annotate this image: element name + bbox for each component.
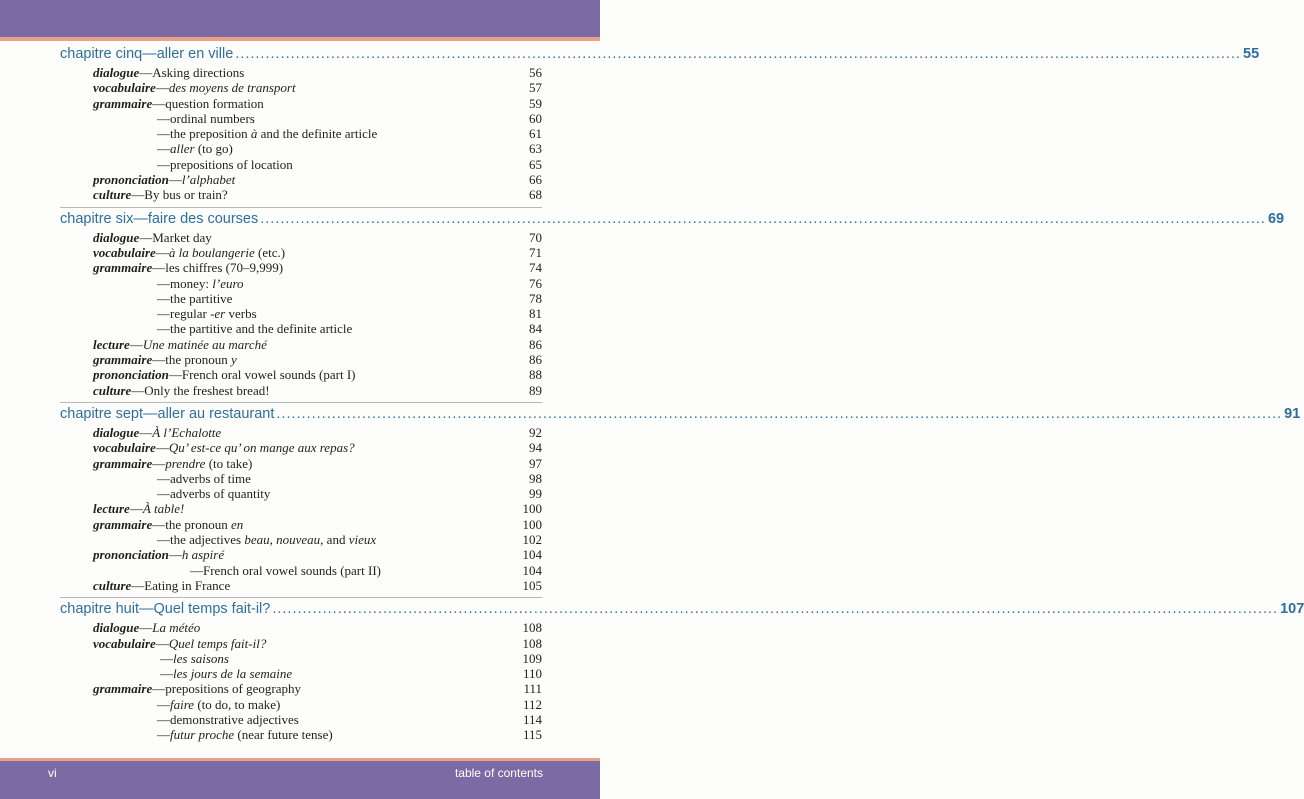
entry-text	[160, 666, 292, 681]
entry-text	[93, 681, 301, 696]
entry-page-number: 94	[529, 440, 542, 456]
entry-text-part: —adverbs of quantity	[157, 486, 271, 502]
entry-text	[93, 425, 221, 440]
entry-text	[93, 96, 264, 111]
entry-text-part: —Eating in France	[131, 577, 231, 593]
chapter-section	[60, 598, 1304, 746]
toc-entry[interactable]	[60, 187, 542, 202]
entry-page-number: 104	[522, 562, 542, 578]
table-of-contents	[60, 43, 1304, 747]
toc-entry[interactable]	[60, 425, 542, 440]
toc-entry[interactable]	[60, 157, 542, 172]
toc-entry[interactable]	[60, 532, 542, 547]
entry-text	[93, 245, 285, 260]
entry-text	[93, 501, 184, 516]
entry-text-part: —demonstrative adjectives	[157, 711, 299, 727]
toc-entry[interactable]	[60, 276, 542, 291]
chapter-heading[interactable]	[60, 598, 1304, 620]
entry-page-number: 84	[529, 321, 542, 337]
entry-text-part: (to go)	[194, 141, 233, 157]
entry-text-part: des moyens de transport	[168, 80, 296, 96]
chapter-heading[interactable]	[60, 403, 1301, 425]
footer-page-number: vi	[48, 766, 57, 780]
toc-entry[interactable]	[60, 65, 542, 80]
entry-text	[157, 126, 377, 141]
entry-category: lecture	[93, 501, 130, 517]
entry-text-part: —ordinal numbers	[157, 110, 255, 126]
entry-text	[93, 187, 228, 202]
entry-text-part: —French oral vowel sounds (part II)	[190, 562, 381, 578]
entry-text-part: —	[155, 244, 169, 260]
entry-category: grammaire	[93, 516, 153, 532]
entry-text-part: —money:	[157, 275, 213, 291]
chapter-section	[60, 403, 1301, 598]
entry-page-number: 111	[523, 681, 542, 697]
entry-text	[93, 337, 267, 352]
entry-page-number: 115	[522, 727, 542, 743]
entry-page-number: 61	[529, 126, 542, 142]
entry-category: lecture	[93, 336, 130, 352]
entry-text-part: à	[250, 126, 258, 142]
entry-text-part: —	[160, 666, 173, 682]
toc-entry[interactable]	[60, 636, 542, 651]
entry-text-part: La météo	[152, 620, 201, 636]
toc-entry[interactable]	[60, 578, 542, 593]
entry-text-part: —	[129, 336, 143, 352]
entry-text-part: —French oral vowel sounds (part I)	[168, 367, 356, 383]
entry-text-part: -er	[210, 306, 226, 322]
chapter-title: chapitre sept—aller au restaurant	[60, 405, 275, 422]
toc-entry[interactable]	[60, 141, 542, 156]
entry-text-part: (to do, to make)	[194, 696, 281, 712]
entry-list	[60, 620, 542, 746]
entry-text-part: and	[323, 532, 349, 548]
entry-text-part: les jours de la semaine	[173, 666, 293, 682]
entry-text	[160, 651, 229, 666]
entry-text	[93, 80, 296, 95]
chapter-title: chapitre cinq—aller en ville	[60, 46, 234, 62]
entry-text	[157, 712, 299, 727]
chapter-title: chapitre huit—Quel temps fait-il?	[60, 601, 271, 618]
entry-category: dialogue	[93, 424, 140, 440]
entry-category: vocabulaire	[93, 80, 156, 96]
toc-entry[interactable]	[60, 471, 542, 486]
entry-page-number: 105	[522, 577, 542, 593]
entry-category: vocabulaire	[93, 635, 156, 651]
toc-entry[interactable]	[60, 260, 542, 275]
entry-text-part: l’euro	[212, 275, 244, 291]
toc-entry[interactable]	[60, 80, 542, 95]
entry-text-part: —the partitive and the definite article	[157, 321, 353, 337]
entry-list	[60, 230, 542, 402]
entry-page-number: 102	[522, 532, 542, 548]
toc-entry[interactable]	[60, 111, 542, 126]
entry-text-part: À table!	[142, 501, 185, 517]
toc-entry[interactable]	[60, 367, 542, 382]
chapter-section	[60, 43, 1260, 208]
entry-page-number: 59	[529, 95, 542, 111]
entry-text-part: vieux	[348, 532, 377, 548]
entry-text-part: y	[230, 352, 237, 368]
entry-page-number: 89	[529, 382, 542, 398]
entry-text-part: —les chiffres (70–9,999)	[152, 260, 284, 276]
entry-text	[157, 306, 257, 321]
entry-text-part: —	[157, 696, 170, 712]
entry-category: grammaire	[93, 95, 153, 111]
entry-page-number: 98	[529, 470, 542, 486]
dot-leader: ........................................................................................................................................................................................................	[276, 405, 1283, 422]
entry-page-number: 56	[529, 65, 542, 80]
entry-text-part: —	[155, 440, 169, 456]
entry-category: grammaire	[93, 260, 153, 276]
entry-page-number: 76	[529, 275, 542, 291]
header-band	[0, 0, 600, 39]
footer-section-title: table of contents	[454, 766, 543, 780]
toc-entry[interactable]	[60, 547, 542, 562]
entry-text	[157, 532, 376, 547]
entry-text-part: aller	[170, 141, 195, 157]
entry-text	[93, 230, 212, 245]
entry-text	[157, 141, 233, 156]
entry-text-part: —adverbs of time	[157, 470, 251, 486]
entry-page-number: 99	[529, 486, 542, 502]
entry-page-number: 109	[522, 650, 542, 666]
chapter-page-number: 107	[1280, 601, 1304, 618]
toc-entry[interactable]	[60, 666, 542, 681]
entry-category: culture	[93, 577, 132, 593]
chapter-heading[interactable]	[60, 43, 1260, 65]
entry-text	[157, 697, 280, 712]
entry-text-part: —	[129, 501, 143, 517]
entry-text-part: —the adjectives	[157, 532, 245, 548]
toc-entry[interactable]	[60, 291, 542, 306]
entry-category: prononciation	[93, 547, 169, 563]
entry-text	[93, 547, 224, 562]
entry-text-part: beau, nouveau,	[244, 532, 324, 548]
entry-text	[157, 471, 251, 486]
entry-text-part: À l’Echalotte	[152, 424, 222, 440]
entry-text-part: —the pronoun	[152, 352, 231, 368]
toc-entry[interactable]	[60, 501, 542, 516]
entry-page-number: 60	[529, 110, 542, 126]
entry-text-part: Qu’ est-ce qu’ on mange aux repas?	[168, 440, 355, 456]
entry-text-part: —	[152, 455, 166, 471]
toc-entry[interactable]	[60, 620, 542, 635]
entry-text-part: —prepositions of location	[157, 156, 293, 172]
toc-entry[interactable]	[60, 563, 542, 578]
entry-category: vocabulaire	[93, 244, 156, 260]
chapter-section	[60, 208, 1285, 403]
chapter-title: chapitre six—faire des courses	[60, 210, 259, 227]
toc-entry[interactable]	[60, 712, 542, 727]
entry-category: dialogue	[93, 65, 140, 80]
entry-text-part: —the preposition	[157, 126, 251, 142]
entry-text-part: —Market day	[139, 229, 212, 245]
entry-page-number: 97	[529, 455, 542, 471]
toc-entry[interactable]	[60, 486, 542, 501]
header-stripe	[0, 37, 600, 41]
entry-text	[157, 157, 293, 172]
entry-page-number: 86	[529, 352, 542, 368]
entry-page-number: 74	[529, 260, 542, 276]
entry-page-number: 108	[522, 635, 542, 651]
chapter-page-number: 55	[1243, 46, 1260, 62]
entry-page-number: 100	[522, 516, 542, 532]
entry-category: culture	[93, 187, 132, 203]
entry-page-number: 92	[529, 424, 542, 440]
entry-page-number: 66	[529, 172, 542, 188]
entry-text-part: —	[160, 650, 173, 666]
entry-text-part: —Only the freshest bread!	[131, 382, 270, 398]
toc-entry[interactable]	[60, 456, 542, 471]
entry-text	[157, 276, 244, 291]
entry-page-number: 100	[522, 501, 542, 517]
entry-text-part: —	[139, 424, 153, 440]
entry-text-part: —	[157, 727, 170, 743]
toc-entry[interactable]	[60, 321, 542, 336]
entry-category: prononciation	[93, 367, 169, 383]
entry-category: culture	[93, 382, 132, 398]
toc-entry[interactable]	[60, 651, 542, 666]
entry-page-number: 70	[529, 229, 542, 245]
entry-category: grammaire	[93, 681, 153, 697]
entry-category: dialogue	[93, 229, 140, 245]
entry-text	[157, 111, 255, 126]
entry-page-number: 110	[522, 666, 542, 682]
toc-entry[interactable]	[60, 383, 542, 398]
entry-text	[93, 260, 283, 275]
entry-category: grammaire	[93, 352, 153, 368]
entry-page-number: 81	[529, 306, 542, 322]
dot-leader: ........................................................................................................................................................................................................	[235, 46, 1241, 62]
entry-text-part: Quel temps fait-il?	[168, 635, 267, 651]
entry-text	[93, 578, 230, 593]
entry-category: dialogue	[93, 620, 140, 636]
entry-text-part: à la boulangerie	[168, 244, 255, 260]
entry-page-number: 86	[529, 336, 542, 352]
entry-category: grammaire	[93, 455, 153, 471]
entry-text-part: h aspiré	[181, 547, 225, 563]
toc-entry[interactable]	[60, 96, 542, 111]
entry-category: vocabulaire	[93, 440, 156, 456]
entry-page-number: 71	[529, 244, 542, 260]
entry-page-number: 68	[529, 187, 542, 203]
toc-entry[interactable]	[60, 126, 542, 141]
entry-text-part: —	[155, 635, 169, 651]
toc-entry[interactable]	[60, 727, 542, 742]
entry-text	[190, 563, 381, 578]
entry-page-number: 112	[522, 696, 542, 712]
entry-text-part: (near future tense)	[234, 727, 333, 743]
chapter-page-number: 91	[1284, 405, 1301, 422]
entry-text-part: —	[168, 547, 182, 563]
entry-page-number: 57	[529, 80, 542, 96]
toc-entry[interactable]	[60, 172, 542, 187]
entry-text	[157, 486, 270, 501]
entry-text	[93, 517, 243, 532]
toc-entry[interactable]	[60, 352, 542, 367]
entry-text-part: en	[230, 516, 244, 532]
entry-text-part: verbs	[225, 306, 257, 322]
entry-text-part: —	[155, 80, 169, 96]
chapter-heading[interactable]	[60, 208, 1285, 230]
entry-text	[93, 172, 235, 187]
entry-page-number: 114	[522, 711, 542, 727]
entry-text-part: —regular	[157, 306, 211, 322]
entry-text-part: les saisons	[173, 650, 229, 666]
entry-text-part: —	[139, 620, 153, 636]
entry-text	[157, 291, 232, 306]
toc-entry[interactable]	[60, 697, 542, 712]
entry-text	[157, 727, 333, 742]
entry-text-part: —question formation	[152, 95, 264, 111]
entry-text-part: l’alphabet	[181, 172, 236, 188]
entry-text-part: (etc.)	[254, 244, 286, 260]
entry-text	[93, 620, 200, 635]
entry-text-part: —Asking directions	[139, 65, 245, 80]
chapter-page-number: 69	[1267, 210, 1285, 227]
dot-leader: ........................................................................................................................................................................................................	[272, 601, 1279, 618]
toc-entry[interactable]	[60, 230, 542, 245]
entry-text-part: —prepositions of geography	[152, 681, 301, 697]
entry-page-number: 108	[522, 620, 542, 636]
entry-text	[93, 456, 252, 471]
toc-entry[interactable]	[60, 681, 542, 696]
entry-page-number: 88	[529, 367, 542, 383]
entry-page-number: 104	[522, 547, 542, 563]
entry-text-part: futur proche	[170, 727, 235, 743]
entry-text	[93, 440, 355, 455]
dot-leader: ........................................................................................................................................................................................................	[260, 210, 1266, 227]
entry-text	[93, 65, 244, 80]
entry-text-part: —	[157, 141, 170, 157]
toc-entry[interactable]	[60, 337, 542, 352]
entry-text	[157, 321, 352, 336]
toc-entry[interactable]	[60, 440, 542, 455]
entry-text-part: —the partitive	[157, 290, 233, 306]
entry-list	[60, 425, 542, 597]
entry-text-part: —	[168, 172, 182, 188]
entry-text-part: Une matinée au marché	[142, 336, 267, 352]
toc-entry[interactable]	[60, 245, 542, 260]
entry-page-number: 65	[529, 156, 542, 172]
entry-text-part: (to take)	[205, 455, 253, 471]
entry-text-part: —the pronoun	[152, 516, 231, 532]
entry-text-part: prendre	[165, 455, 206, 471]
entry-category: prononciation	[93, 172, 169, 188]
toc-entry[interactable]	[60, 517, 542, 532]
entry-list	[60, 65, 542, 207]
entry-text-part: —By bus or train?	[131, 187, 228, 203]
entry-page-number: 78	[529, 290, 542, 306]
entry-text	[93, 636, 266, 651]
entry-text-part: faire	[170, 696, 195, 712]
toc-entry[interactable]	[60, 306, 542, 321]
entry-text	[93, 367, 356, 382]
entry-text	[93, 352, 237, 367]
entry-page-number: 63	[529, 141, 542, 157]
entry-text-part: and the definite article	[257, 126, 378, 142]
entry-text	[93, 383, 270, 398]
